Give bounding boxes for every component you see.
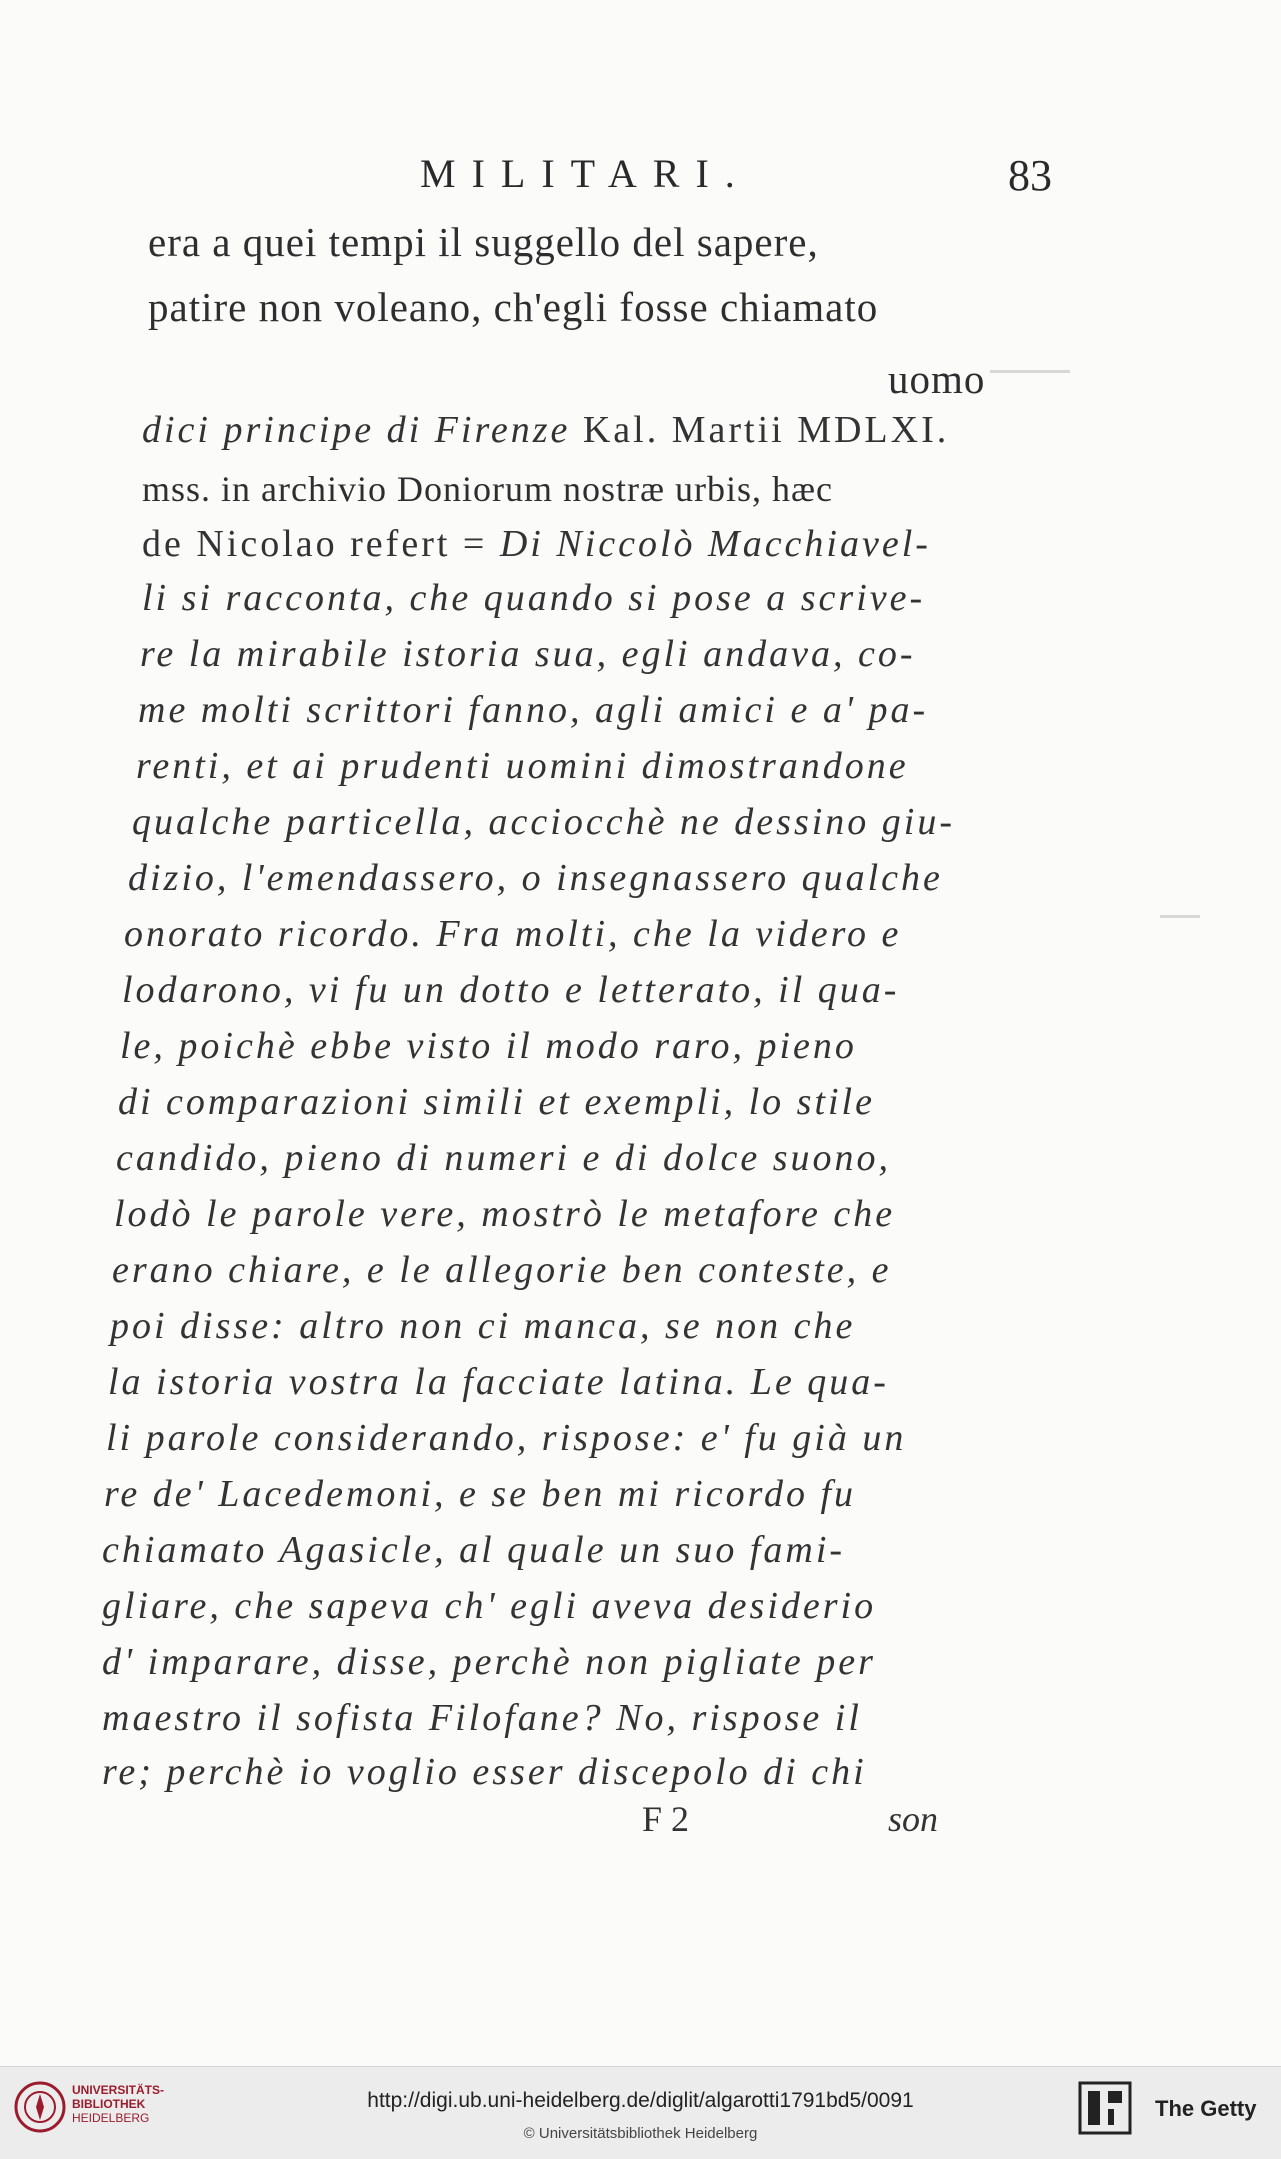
text-line: era a quei tempi il suggello del sapere,: [148, 219, 819, 265]
footnote-line: [142, 408, 949, 452]
footnote-roman: Kal. Martii MDLXI.: [582, 409, 950, 451]
footnote-line: le, poichè ebbe visto il modo raro, pieno: [120, 1025, 857, 1067]
footnote-line: qualche particella, acciocchè ne dessino giu-: [132, 801, 956, 843]
catchword: uomo: [888, 356, 986, 402]
footnote-line: poi disse: altro non ci manca, se non che: [110, 1305, 856, 1347]
footnote-italic: Di Niccolò Macchiavel-: [499, 523, 931, 565]
library-name-line: HEIDELBERG: [72, 2111, 150, 2125]
footnote-line: chiamato Agasicle, al quale un suo fami-: [102, 1529, 846, 1571]
footnote-line: onorato ricordo. Fra molti, che la videro e: [124, 913, 902, 955]
getty-logo-icon: [1078, 2081, 1132, 2135]
footnote-line: maestro il sofista Filofane? No, rispose il: [102, 1697, 862, 1739]
catchword: son: [888, 1799, 939, 1839]
signature-mark: F 2: [642, 1799, 690, 1839]
show-through-mark: [990, 370, 1070, 373]
footnote-line: di comparazioni simili et exempli, lo stile: [118, 1081, 875, 1123]
footnote-line: la istoria vostra la facciate latina. Le qua-: [108, 1361, 889, 1403]
footnote-line: [142, 522, 931, 566]
footnote-line: lodarono, vi fu un dotto e letterato, il qua-: [122, 969, 900, 1011]
running-head-title: MILITARI.: [420, 151, 751, 196]
copyright-notice: © Universitätsbibliothek Heidelberg: [523, 2125, 758, 2142]
library-name-line: UNIVERSITÄTS-: [72, 2083, 165, 2097]
footnote-line: renti, et ai prudenti uomini dimostrandone: [136, 745, 909, 787]
footnote-italic: dici principe di Firenze: [142, 409, 571, 451]
footnote-line: d' imparare, disse, perchè non pigliate per: [102, 1641, 876, 1683]
library-name-line: BIBLIOTHEK: [72, 2097, 146, 2111]
footnote-line: gliare, che sapeva ch' egli aveva desiderio: [102, 1585, 877, 1627]
footnote-roman: de Nicolao refert =: [142, 523, 500, 565]
text-line: patire non voleano, ch'egli fosse chiamato: [148, 284, 879, 330]
footnote-line: re; perchè io voglio esser discepolo di chi: [102, 1751, 867, 1793]
footnote-line: re de' Lacedemoni, e se ben mi ricordo fu: [104, 1473, 857, 1515]
page-number: 83: [1008, 151, 1052, 200]
permalink-url[interactable]: http://digi.ub.uni-heidelberg.de/diglit/algarotti1791bd5/0091: [367, 2089, 914, 2112]
footnote-line: candido, pieno di numeri e di dolce suono,: [116, 1137, 892, 1179]
footnote-line: mss. in archivio Doniorum nostræ urbis, hæc: [142, 469, 833, 509]
show-through-mark: [1160, 915, 1200, 918]
footnote-line: me molti scrittori fanno, agli amici e a' pa-: [138, 689, 929, 731]
footnote-line: li si racconta, che quando si pose a scrive-: [142, 577, 926, 619]
footnote-line: re la mirabile istoria sua, egli andava, co-: [140, 633, 916, 675]
footnote-line: lodò le parole vere, mostrò le metafore che: [114, 1193, 896, 1235]
viewer-footer: [0, 2066, 1281, 2159]
partner-name: The Getty: [1155, 2096, 1257, 2121]
footnote-line: li parole considerando, rispose: e' fu già un: [106, 1417, 907, 1459]
footnote-line: erano chiare, e le allegorie ben conteste, e: [112, 1249, 892, 1291]
footnote-line: dizio, l'emendassero, o insegnassero qualche: [128, 857, 943, 899]
